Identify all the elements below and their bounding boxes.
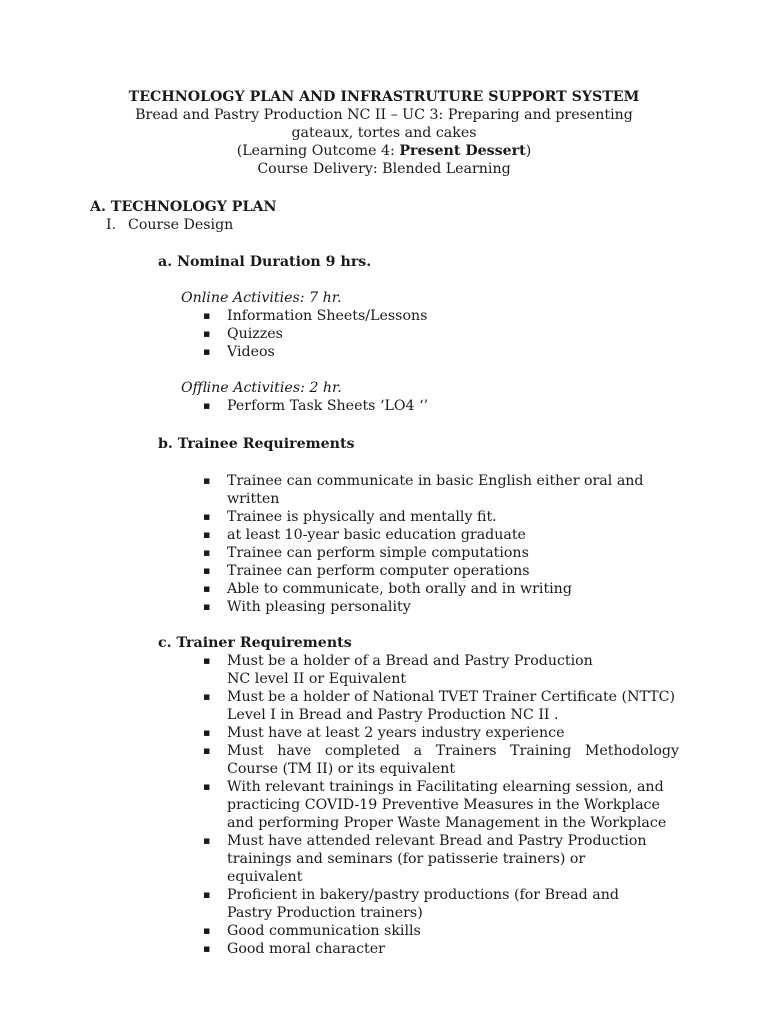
course-delivery: Course Delivery: Blended Learning	[257, 161, 511, 177]
online-activities-label: Online Activities: 7 hr.	[181, 290, 342, 306]
list-item: ▪ Trainee can perform computer operations	[203, 562, 644, 580]
list-item: ▪ Quizzes	[203, 325, 427, 343]
list-item: ▪ Information Sheets/Lessons	[203, 307, 427, 325]
list-item: ▪ Trainee can communicate in basic English either oral and written	[203, 472, 644, 508]
subtitle-line-2: gateaux, tortes and cakes	[291, 125, 477, 141]
learning-outcome	[0, 142, 768, 160]
roman-numeral: I.	[106, 217, 117, 233]
document-title: TECHNOLOGY PLAN AND INFRASTRUTURE SUPPORT SYSTEM	[128, 89, 640, 105]
list-item: ▪ Good moral character	[203, 940, 679, 958]
list-item: ▪ Must be a holder of National TVET Trainer Certificate (NTTC) Level I in Bread and Pastry Production NC II .	[203, 688, 679, 724]
offline-activities-list	[203, 397, 428, 415]
trainee-requirements-list	[203, 472, 644, 616]
online-activities-list	[203, 307, 427, 361]
list-item: ▪ Good communication skills	[203, 922, 679, 940]
outcome-prefix: (Learning Outcome 4:	[236, 143, 400, 159]
list-item: ▪ Must have completed a Trainers Training Methodology Course (TM II) or its equivalent	[203, 742, 679, 778]
list-item: ▪ Must have at least 2 years industry experience	[203, 724, 679, 742]
list-item: ▪ Must be a holder of a Bread and Pastry Production NC level II or Equivalent	[203, 652, 679, 688]
nominal-duration-heading: a. Nominal Duration 9 hrs.	[158, 254, 372, 270]
list-item: ▪ Able to communicate, both orally and in writing	[203, 580, 644, 598]
offline-activities-label: Offline Activities: 2 hr.	[181, 380, 342, 396]
list-item: ▪ at least 10-year basic education graduate	[203, 526, 644, 544]
list-item: ▪ Must have attended relevant Bread and Pastry Production trainings and seminars (for patisserie trainers) or equivalent	[203, 832, 679, 886]
list-item: ▪ Videos	[203, 343, 427, 361]
trainer-requirements-list	[203, 652, 679, 958]
subtitle-line-1: Bread and Pastry Production NC II – UC 3: Preparing and presenting	[135, 107, 633, 123]
list-item: ▪ Trainee is physically and mentally fit.	[203, 508, 644, 526]
trainee-requirements-heading: b. Trainee Requirements	[158, 436, 355, 452]
outcome-suffix: )	[525, 143, 532, 159]
section-a-heading: A. TECHNOLOGY PLAN	[90, 199, 277, 215]
outcome-title: Present Dessert	[399, 143, 526, 159]
list-item: ▪ Proficient in bakery/pastry productions (for Bread and Pastry Production trainers)	[203, 886, 679, 922]
trainer-requirements-heading: c. Trainer Requirements	[158, 635, 352, 651]
list-item: ▪ With relevant trainings in Facilitating elearning session, and practicing COVID-19 Preventive Measures in the Workplace and performing Proper Waste Management in the Workplace	[203, 778, 679, 832]
course-design-heading: Course Design	[128, 217, 234, 233]
list-item: ▪ Trainee can perform simple computations	[203, 544, 644, 562]
list-item: ▪ Perform Task Sheets ‘LO4 ‘’	[203, 397, 428, 415]
list-item: ▪ With pleasing personality	[203, 598, 644, 616]
